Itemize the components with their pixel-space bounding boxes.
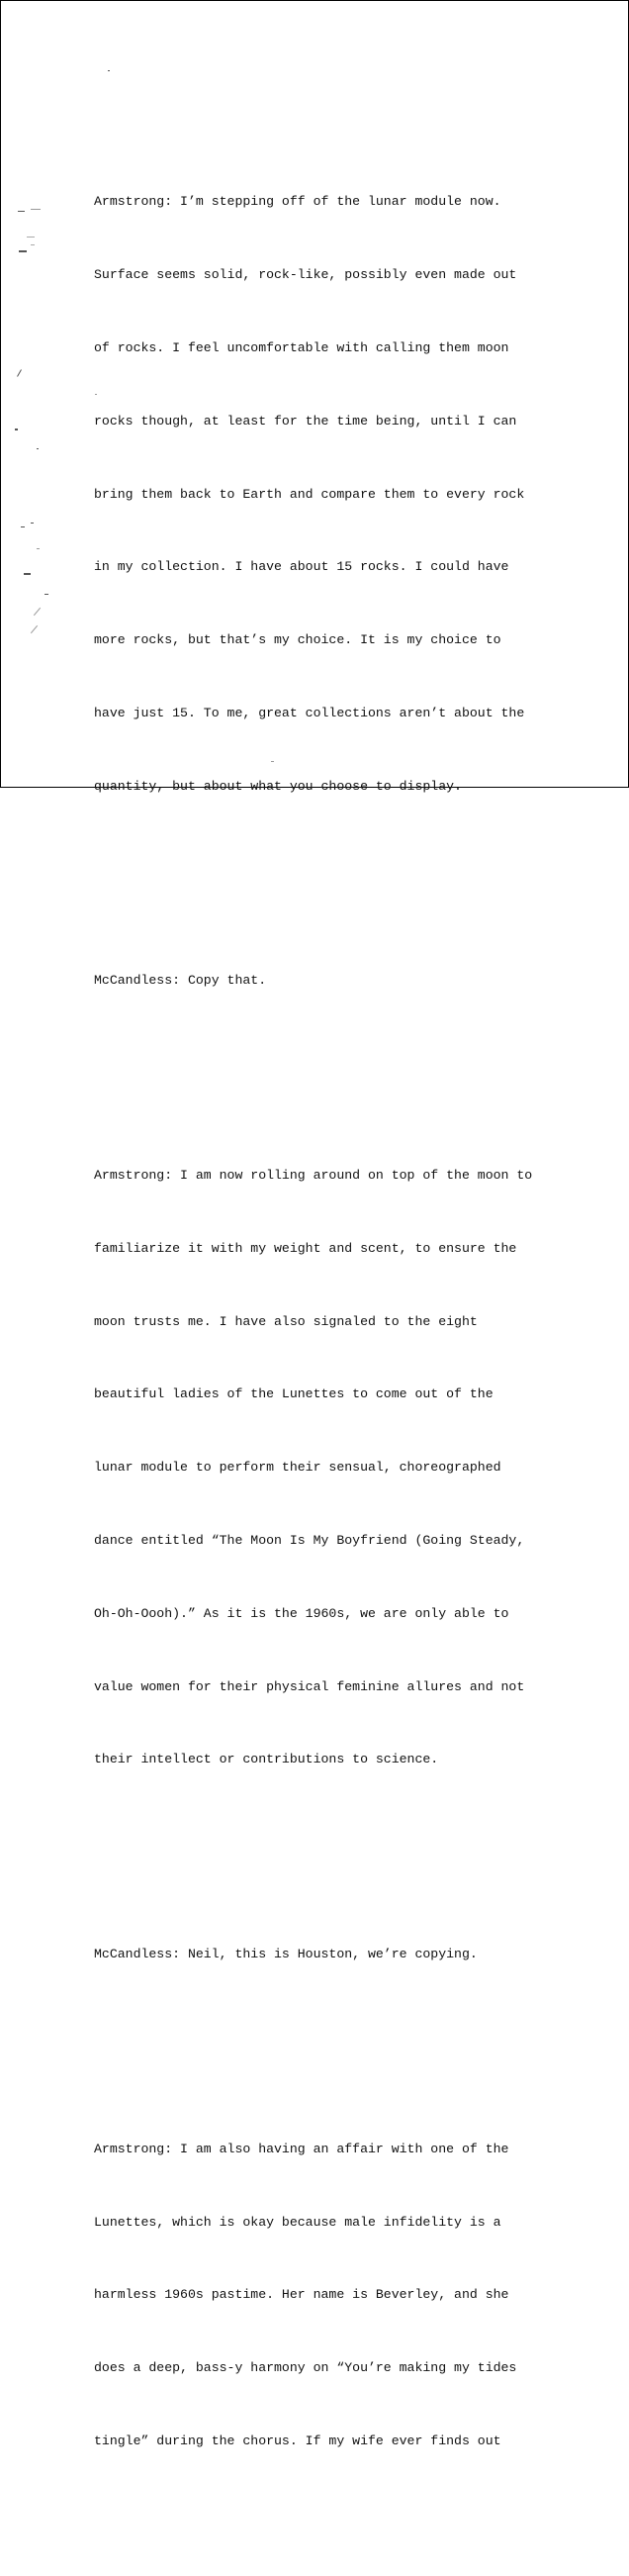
paragraph-armstrong-3 — [94, 2089, 529, 2503]
text-line: lunar module to perform their sensual, choreographed — [94, 1460, 501, 1476]
text-line: Armstrong: I am also having an affair with one of the — [94, 2141, 509, 2156]
text-line: harmless 1960s pastime. Her name is Beverley, and she — [94, 2287, 509, 2303]
text-line: McCandless: Copy that. — [94, 973, 267, 989]
text-line: dance entitled “The Moon Is My Boyfriend (Going Steady, — [94, 1533, 525, 1549]
scan-speck — [37, 448, 39, 449]
text-line: does a deep, bass-y harmony on “You’re making my tides — [94, 2360, 517, 2376]
text-line: familiarize it with my weight and scent, to ensure the — [94, 1240, 517, 1256]
scan-speck — [34, 608, 41, 616]
text-line: their intellect or contributions to science. — [94, 1752, 439, 1767]
text-line: bring them back to Earth and compare them to every rock — [94, 486, 525, 502]
text-line: tingle” during the chorus. If my wife ever finds out — [94, 2433, 501, 2448]
scan-speck — [18, 211, 25, 212]
scan-speck — [37, 548, 40, 549]
scan-speck — [45, 594, 48, 595]
scan-speck — [31, 244, 35, 245]
paragraph-armstrong-2 — [94, 1115, 533, 1821]
text-line: Lunettes, which is okay because male infidelity is a — [94, 2214, 501, 2230]
text-line: Armstrong: I’m stepping off of the lunar module now. — [94, 194, 501, 210]
text-line: in my collection. I have about 15 rocks. I could have — [94, 559, 509, 575]
text-line: Armstrong: I am now rolling around on top of the moon to — [94, 1168, 533, 1184]
paragraph-armstrong-1 — [94, 142, 529, 847]
text-line: quantity, but about what you choose to display. — [94, 778, 462, 794]
text-line: of rocks. I feel uncomfortable with calling them moon — [94, 339, 509, 355]
text-line: value women for their physical feminine allures and not — [94, 1678, 525, 1694]
text-line: Surface seems solid, rock-like, possibly even made out — [94, 267, 517, 283]
scan-speck — [31, 523, 34, 524]
scan-speck — [21, 526, 25, 527]
scan-speck — [27, 237, 35, 238]
paragraph-mccandless-2 — [94, 1894, 529, 2016]
scan-speck — [17, 369, 22, 376]
text-line: have just 15. To me, great collections aren’t about the — [94, 705, 525, 720]
transcript-body — [94, 93, 533, 2576]
scan-speck — [24, 573, 31, 575]
scan-speck — [15, 429, 18, 430]
scan-speck — [31, 625, 38, 633]
text-line: McCandless: Neil, this is Houston, we’re copying. — [94, 1947, 478, 1962]
text-line: beautiful ladies of the Lunettes to come out of the — [94, 1386, 494, 1402]
scan-speck — [31, 209, 41, 210]
paragraph-mccandless-1 — [94, 920, 529, 1042]
scan-speck — [108, 70, 110, 71]
text-line: moon trusts me. I have also signaled to the eight — [94, 1313, 478, 1329]
text-line: more rocks, but that’s my choice. It is my choice to — [94, 632, 501, 648]
text-line: Oh-Oh-Oooh).” As it is the 1960s, we are only able to — [94, 1605, 509, 1621]
scan-speck — [19, 250, 27, 252]
text-line: rocks though, at least for the time being, until I can — [94, 413, 517, 429]
